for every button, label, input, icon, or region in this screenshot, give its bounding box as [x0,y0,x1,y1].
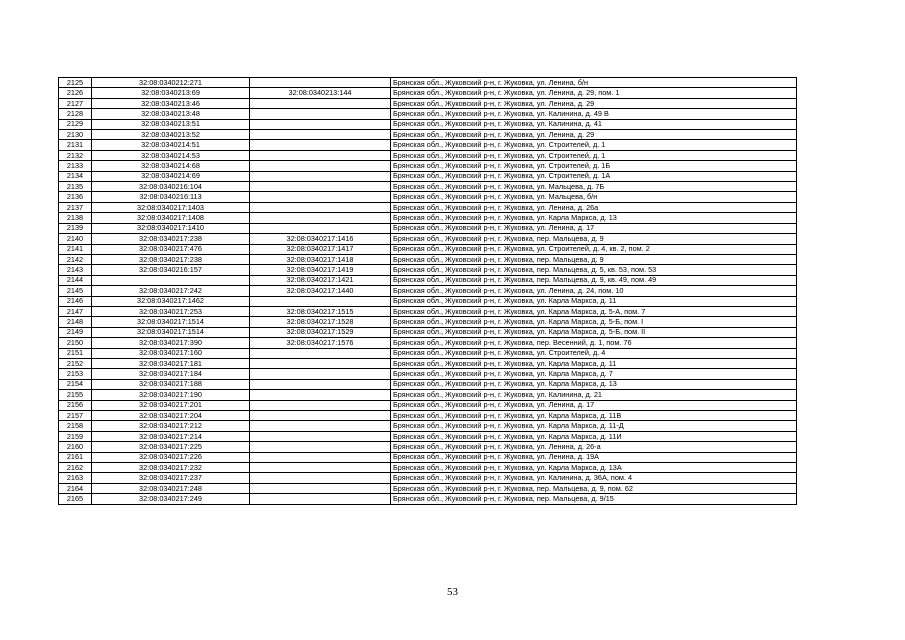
row-number-cell: 2132 [59,150,92,160]
related-cadastral-number-cell: 32:08:0340217:1528 [250,317,391,327]
cadastral-number-cell: 32:08:0340213:46 [92,98,250,108]
table-row [59,213,797,223]
table-row [59,171,797,181]
cadastral-number-cell: 32:08:0340217:238 [92,234,250,244]
related-cadastral-number-cell [250,463,391,473]
table-row [59,202,797,212]
cadastral-number-cell: 32:08:0340217:184 [92,369,250,379]
related-cadastral-number-cell [250,390,391,400]
related-cadastral-number-cell [250,452,391,462]
related-cadastral-number-cell [250,202,391,212]
cadastral-number-cell: 32:08:0340217:1403 [92,202,250,212]
related-cadastral-number-cell [250,348,391,358]
related-cadastral-number-cell [250,223,391,233]
related-cadastral-number-cell [250,494,391,504]
address-cell: Брянская обл., Жуковский р-н, г. Жуковка, ул. Карла Маркса, д. 13А [391,463,797,473]
address-cell: Брянская обл., Жуковский р-н, г. Жуковка, ул. Карла Маркса, д. 11 [391,296,797,306]
row-number-cell: 2147 [59,306,92,316]
address-cell: Брянская обл., Жуковский р-н, г. Жуковка, ул. Карла Маркса, д. 11 [391,358,797,368]
table-row [59,286,797,296]
address-cell: Брянская обл., Жуковский р-н, г. Жуковка, ул. Строителей, д. 1 [391,150,797,160]
related-cadastral-number-cell: 32:08:0340217:1417 [250,244,391,254]
table-row [59,109,797,119]
cadastral-number-cell: 32:08:0340217:204 [92,411,250,421]
related-cadastral-number-cell [250,379,391,389]
row-number-cell: 2163 [59,473,92,483]
cadastral-number-cell: 32:08:0340214:53 [92,150,250,160]
address-cell: Брянская обл., Жуковский р-н, г. Жуковка, ул. Карла Маркса, д. 13 [391,379,797,389]
table-row [59,130,797,140]
table-row [59,473,797,483]
row-number-cell: 2129 [59,119,92,129]
address-cell: Брянская обл., Жуковский р-н, г. Жуковка, ул. Карла Маркса, д. 7 [391,369,797,379]
address-cell: Брянская обл., Жуковский р-н, г. Жуковка, ул. Ленина, д. 29 [391,98,797,108]
cadastral-number-cell: 32:08:0340216:113 [92,192,250,202]
address-cell: Брянская обл., Жуковский р-н, г. Жуковка, ул. Мальцева, д. 7Б [391,182,797,192]
cadastral-number-cell: 32:08:0340217:181 [92,358,250,368]
row-number-cell: 2157 [59,411,92,421]
address-cell: Брянская обл., Жуковский р-н, г. Жуковка, ул. Карла Маркса, д. 5-А, пом. 7 [391,306,797,316]
related-cadastral-number-cell [250,421,391,431]
row-number-cell: 2137 [59,202,92,212]
address-cell: Брянская обл., Жуковский р-н, г. Жуковка, ул. Ленина, д. 26а [391,202,797,212]
cadastral-number-cell: 32:08:0340214:69 [92,171,250,181]
cadastral-number-cell: 32:08:0340217:212 [92,421,250,431]
row-number-cell: 2150 [59,338,92,348]
cadastral-number-cell: 32:08:0340217:248 [92,483,250,493]
cadastral-number-cell: 32:08:0340217:201 [92,400,250,410]
cadastral-number-cell: 32:08:0340217:225 [92,442,250,452]
row-number-cell: 2142 [59,254,92,264]
address-cell: Брянская обл., Жуковский р-н, г. Жуковка, ул. Ленина, д. 17 [391,400,797,410]
cadastral-number-cell: 32:08:0340217:390 [92,338,250,348]
table-row [59,369,797,379]
address-cell: Брянская обл., Жуковский р-н, г. Жуковка, ул. Карла Маркса, д. 5-Б, пом. II [391,327,797,337]
related-cadastral-number-cell [250,140,391,150]
table-row [59,140,797,150]
cadastral-number-cell: 32:08:0340213:48 [92,109,250,119]
cadastral-number-cell: 32:08:0340217:214 [92,431,250,441]
row-number-cell: 2139 [59,223,92,233]
related-cadastral-number-cell [250,98,391,108]
address-cell: Брянская обл., Жуковский р-н, г. Жуковка, пер. Мальцева, д. 9/15 [391,494,797,504]
row-number-cell: 2145 [59,286,92,296]
row-number-cell: 2130 [59,130,92,140]
row-number-cell: 2153 [59,369,92,379]
cadastral-number-cell: 32:08:0340217:253 [92,306,250,316]
row-number-cell: 2136 [59,192,92,202]
related-cadastral-number-cell [250,369,391,379]
row-number-cell: 2131 [59,140,92,150]
row-number-cell: 2165 [59,494,92,504]
row-number-cell: 2158 [59,421,92,431]
row-number-cell: 2161 [59,452,92,462]
related-cadastral-number-cell [250,483,391,493]
table-row [59,306,797,316]
table-row [59,411,797,421]
table-row [59,265,797,275]
row-number-cell: 2146 [59,296,92,306]
address-cell: Брянская обл., Жуковский р-н, г. Жуковка, ул. Строителей, д. 1А [391,171,797,181]
cadastral-number-cell: 32:08:0340217:242 [92,286,250,296]
cadastral-number-cell: 32:08:0340217:249 [92,494,250,504]
row-number-cell: 2144 [59,275,92,285]
address-cell: Брянская обл., Жуковский р-н, г. Жуковка, ул. Ленина, д. 29 [391,130,797,140]
address-cell: Брянская обл., Жуковский р-н, г. Жуковка, ул. Ленина, д. 26-а [391,442,797,452]
address-cell: Брянская обл., Жуковский р-н, г. Жуковка, ул. Калинина, д. 41 [391,119,797,129]
cadastral-number-cell: 32:08:0340217:188 [92,379,250,389]
address-cell: Брянская обл., Жуковский р-н, г. Жуковка, ул. Карла Маркса, д. 13 [391,213,797,223]
related-cadastral-number-cell: 32:08:0340217:1419 [250,265,391,275]
table-row [59,494,797,504]
row-number-cell: 2154 [59,379,92,389]
related-cadastral-number-cell: 32:08:0340217:1418 [250,254,391,264]
table-row [59,317,797,327]
document-table [58,77,797,505]
table-row [59,296,797,306]
row-number-cell: 2138 [59,213,92,223]
related-cadastral-number-cell [250,473,391,483]
related-cadastral-number-cell [250,192,391,202]
cadastral-number-cell: 32:08:0340214:68 [92,161,250,171]
row-number-cell: 2155 [59,390,92,400]
row-number-cell: 2148 [59,317,92,327]
address-cell: Брянская обл., Жуковский р-н, г. Жуковка, пер. Мальцева, д. 9 [391,254,797,264]
address-cell: Брянская обл., Жуковский р-н, г. Жуковка, ул. Ленина, д. 29, пом. 1 [391,88,797,98]
related-cadastral-number-cell [250,182,391,192]
table-row [59,338,797,348]
cadastral-number-cell: 32:08:0340214:51 [92,140,250,150]
row-number-cell: 2160 [59,442,92,452]
address-cell: Брянская обл., Жуковский р-н, г. Жуковка, ул. Ленина, д. 17 [391,223,797,233]
related-cadastral-number-cell [250,109,391,119]
cadastral-number-cell: 32:08:0340212:271 [92,78,250,88]
row-number-cell: 2149 [59,327,92,337]
table-row [59,98,797,108]
row-number-cell: 2156 [59,400,92,410]
row-number-cell: 2135 [59,182,92,192]
address-cell: Брянская обл., Жуковский р-н, г. Жуковка, ул. Карла Маркса, д. 5-Б, пом. I [391,317,797,327]
address-cell: Брянская обл., Жуковский р-н, г. Жуковка, ул. Строителей, д. 4 [391,348,797,358]
related-cadastral-number-cell [250,411,391,421]
table-row [59,400,797,410]
row-number-cell: 2134 [59,171,92,181]
cadastral-number-cell: 32:08:0340217:190 [92,390,250,400]
cadastral-number-cell: 32:08:0340217:232 [92,463,250,473]
address-cell: Брянская обл., Жуковский р-н, г. Жуковка, ул. Калинина, д. 36А, пом. 4 [391,473,797,483]
address-cell: Брянская обл., Жуковский р-н, г. Жуковка, пер. Мальцева, д. 9, кв. 49, пом. 49 [391,275,797,285]
table-row [59,463,797,473]
cadastral-number-cell: 32:08:0340216:104 [92,182,250,192]
related-cadastral-number-cell [250,171,391,181]
table-row [59,182,797,192]
row-number-cell: 2141 [59,244,92,254]
address-cell: Брянская обл., Жуковский р-н, г. Жуковка, ул. Ленина, б/н [391,78,797,88]
address-cell: Брянская обл., Жуковский р-н, г. Жуковка, пер. Мальцева, д. 9, пом. 62 [391,483,797,493]
related-cadastral-number-cell [250,431,391,441]
table-row [59,254,797,264]
table-row [59,244,797,254]
related-cadastral-number-cell [250,296,391,306]
cadastral-number-cell: 32:08:0340217:237 [92,473,250,483]
related-cadastral-number-cell: 32:08:0340217:1529 [250,327,391,337]
related-cadastral-number-cell: 32:08:0340217:1440 [250,286,391,296]
related-cadastral-number-cell [250,150,391,160]
table-row [59,379,797,389]
table-row [59,234,797,244]
table-row [59,119,797,129]
related-cadastral-number-cell: 32:08:0340217:1515 [250,306,391,316]
cadastral-number-cell: 32:08:0340217:1514 [92,317,250,327]
address-cell: Брянская обл., Жуковский р-н, г. Жуковка, ул. Строителей, д. 4, кв. 2, пом. 2 [391,244,797,254]
row-number-cell: 2151 [59,348,92,358]
row-number-cell: 2162 [59,463,92,473]
related-cadastral-number-cell [250,400,391,410]
table-row [59,150,797,160]
cadastral-number-cell: 32:08:0340213:51 [92,119,250,129]
address-cell: Брянская обл., Жуковский р-н, г. Жуковка, пер. Мальцева, д. 5, кв. 53, пом. 53 [391,265,797,275]
related-cadastral-number-cell [250,130,391,140]
related-cadastral-number-cell [250,78,391,88]
table-row [59,431,797,441]
cadastral-number-cell: 32:08:0340216:157 [92,265,250,275]
table-row [59,192,797,202]
row-number-cell: 2152 [59,358,92,368]
address-cell: Брянская обл., Жуковский р-н, г. Жуковка, пер. Мальцева, д. 9 [391,234,797,244]
address-cell: Брянская обл., Жуковский р-н, г. Жуковка, ул. Карла Маркса, д. 11-Д [391,421,797,431]
address-cell: Брянская обл., Жуковский р-н, г. Жуковка, ул. Ленина, д. 19А [391,452,797,462]
table-row [59,88,797,98]
cadastral-number-cell: 32:08:0340213:69 [92,88,250,98]
cadastral-number-cell: 32:08:0340217:238 [92,254,250,264]
table-row [59,442,797,452]
table-row [59,348,797,358]
cadastral-number-cell: 32:08:0340213:52 [92,130,250,140]
row-number-cell: 2128 [59,109,92,119]
address-cell: Брянская обл., Жуковский р-н, г. Жуковка, ул. Мальцева, б/н [391,192,797,202]
table-row [59,390,797,400]
table-row [59,223,797,233]
cadastral-number-cell: 32:08:0340217:476 [92,244,250,254]
related-cadastral-number-cell [250,358,391,368]
row-number-cell: 2140 [59,234,92,244]
cadastral-number-cell [92,275,250,285]
page-number: 53 [447,586,458,598]
table-row [59,275,797,285]
related-cadastral-number-cell [250,119,391,129]
address-cell: Брянская обл., Жуковский р-н, г. Жуковка, ул. Карла Маркса, д. 11В [391,411,797,421]
table-body [59,78,797,505]
row-number-cell: 2125 [59,78,92,88]
address-cell: Брянская обл., Жуковский р-н, г. Жуковка, ул. Карла Маркса, д. 11И [391,431,797,441]
table-row [59,483,797,493]
related-cadastral-number-cell [250,161,391,171]
table-row [59,421,797,431]
related-cadastral-number-cell: 32:08:0340217:1421 [250,275,391,285]
address-cell: Брянская обл., Жуковский р-н, г. Жуковка, ул. Ленина, д. 24, пом. 10 [391,286,797,296]
cadastral-number-cell: 32:08:0340217:226 [92,452,250,462]
row-number-cell: 2133 [59,161,92,171]
address-cell: Брянская обл., Жуковский р-н, г. Жуковка, ул. Калинина, д. 49 В [391,109,797,119]
table-row [59,452,797,462]
related-cadastral-number-cell: 32:08:0340213:144 [250,88,391,98]
row-number-cell: 2159 [59,431,92,441]
cadastral-number-cell: 32:08:0340217:160 [92,348,250,358]
row-number-cell: 2143 [59,265,92,275]
cadastral-number-cell: 32:08:0340217:1462 [92,296,250,306]
related-cadastral-number-cell: 32:08:0340217:1576 [250,338,391,348]
table-row [59,358,797,368]
cadastral-number-cell: 32:08:0340217:1408 [92,213,250,223]
row-number-cell: 2126 [59,88,92,98]
table-row [59,161,797,171]
address-cell: Брянская обл., Жуковский р-н, г. Жуковка, ул. Строителей, д. 1 [391,140,797,150]
address-cell: Брянская обл., Жуковский р-н, г. Жуковка, ул. Калинина, д. 21 [391,390,797,400]
related-cadastral-number-cell: 32:08:0340217:1416 [250,234,391,244]
cadastral-number-cell: 32:08:0340217:1410 [92,223,250,233]
table-row [59,327,797,337]
row-number-cell: 2164 [59,483,92,493]
table-row [59,78,797,88]
row-number-cell: 2127 [59,98,92,108]
related-cadastral-number-cell [250,442,391,452]
address-cell: Брянская обл., Жуковский р-н, г. Жуковка, ул. Строителей, д. 1Б [391,161,797,171]
cadastral-number-cell: 32:08:0340217:1514 [92,327,250,337]
address-cell: Брянская обл., Жуковский р-н, г. Жуковка, пер. Весенний, д. 1, пом. 76 [391,338,797,348]
related-cadastral-number-cell [250,213,391,223]
